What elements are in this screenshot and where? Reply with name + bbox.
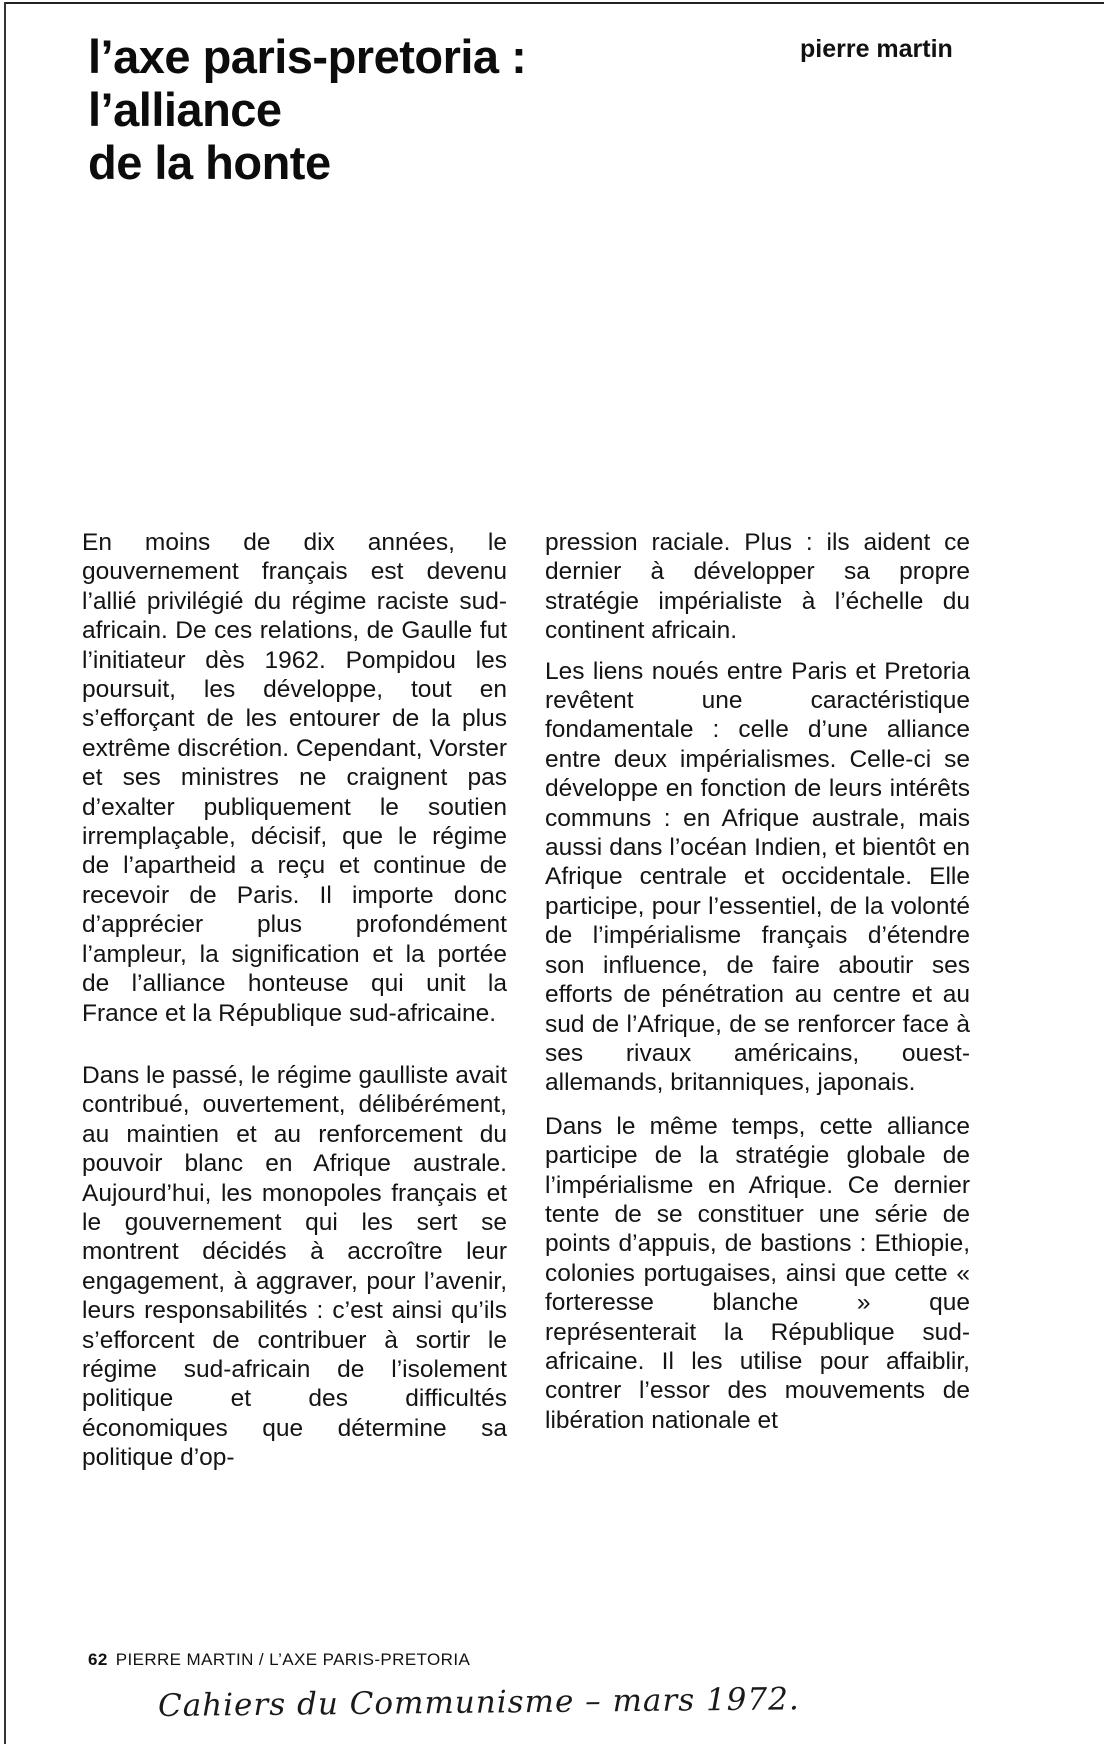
article-title [88, 30, 526, 189]
body-paragraph: pression raciale. Plus : ils aident ce dernier à développer sa propre stratégie impérialiste à l’échelle du continent africain. [545, 529, 970, 645]
author-name: pierre martin [800, 35, 953, 63]
running-title: PIERRE MARTIN / L’AXE PARIS-PRETORIA [115, 1650, 471, 1669]
body-paragraph: Dans le passé, le régime gaulliste avait contribué, ouvertement, délibérément, au maintien et au renforcement du pouvoir blanc en Afrique australe. Aujourd’hui, les monopoles français et le gouvernement qui les sert se montrent décidés à accroître leur engagement, à aggraver, pour l’avenir, leurs responsabilités : c’est ainsi qu’ils s’efforcent de contribuer à sortir le régime sud-africain de l’isolement politique et des difficultés économiques que détermine sa politique d’op- [82, 1061, 507, 1472]
title-line: l’alliance [88, 83, 282, 136]
body-paragraph: Dans le même temps, cette alliance participe de la stratégie globale de l’impérialisme en Afrique. Ce dernier tente de se constituer une série de points d’appuis, de bastions : Ethiopie, colonies portugaises, ainsi que cette « forteresse blanche » que représenterait la République sud-africaine. Il les utilise pour affaiblir, contrer l’essor des mouvements de libération nationale et [545, 1112, 970, 1434]
body-paragraph: En moins de dix années, le gouvernement français est devenu l’allié privilégié du régime raciste sud-africain. De ces relations, de Gaulle fut l’initiateur dès 1962. Pompidou les poursuit, les développe, tout en s’efforçant de les entourer de la plus extrême discrétion. Cependant, Vorster et ses ministres ne craignent pas d’exalter publiquement le soutien irremplaçable, décisif, que le régime de l’apartheid a reçu et continue de recevoir de Paris. Il importe donc d’apprécier plus profondément l’ampleur, la signification et la portée de l’alliance honteuse qui unit la France et la République sud-africaine. [82, 529, 507, 1027]
title-line: de la honte [88, 136, 331, 189]
page-number: 62 [88, 1650, 108, 1669]
text-column-left [82, 528, 507, 1473]
body-paragraph: Les liens noués entre Paris et Pretoria revêtent une caractéristique fondamentale : celle d’une alliance entre deux impérialismes. Celle-ci se développe en fonction de leurs intérêts communs : en Afrique australe, mais aussi dans l’océan Indien, et bientôt en Afrique centrale et occidentale. Elle participe, pour l’essentiel, de la volonté de l’impérialisme français d’étendre son influence, de faire aboutir ses efforts de pénétration au centre et au sud de l’Afrique, de se renforcer face à ses rivaux américains, ouest-allemands, britanniques, japonais. [545, 657, 970, 1097]
title-line: l’axe paris-pretoria : [88, 30, 527, 83]
scan-border-left [4, 2, 6, 1744]
handwritten-source-note: Cahiers du Communisme – mars 1972. [157, 1681, 800, 1724]
page-footer [88, 1650, 470, 1670]
scan-border-top [4, 2, 1104, 4]
text-column-right [545, 528, 970, 1435]
